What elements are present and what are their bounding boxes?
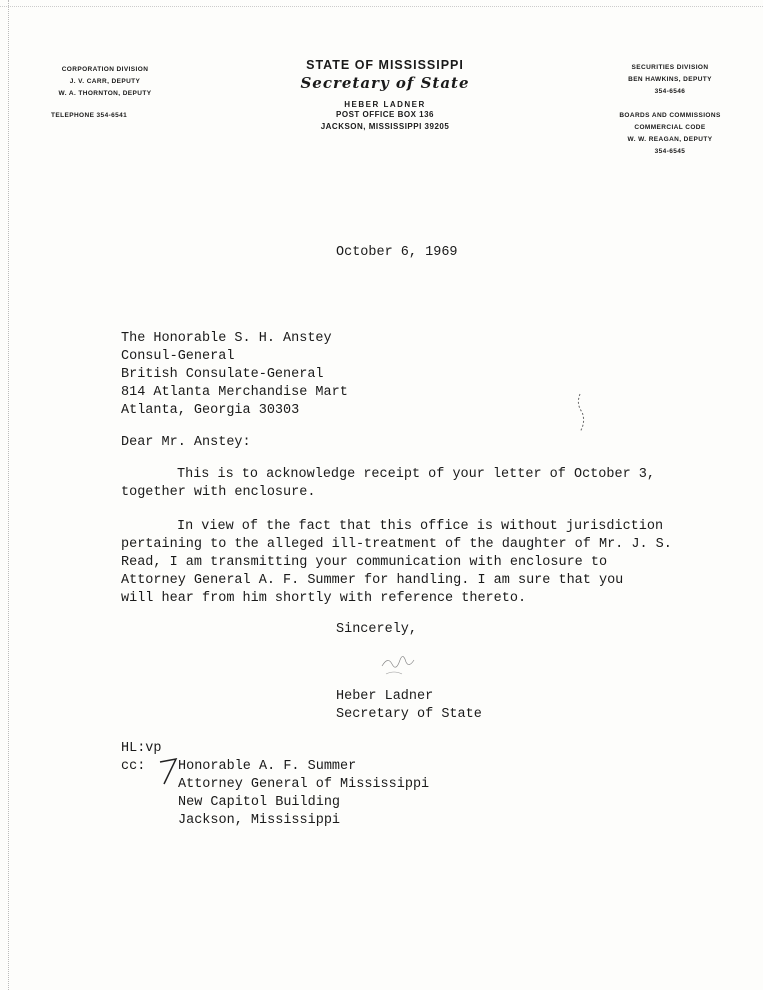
paragraph-line: Read, I am transmitting your communication with enclosure to bbox=[121, 555, 608, 570]
deputy-carr: J. V. CARR, DEPUTY bbox=[69, 78, 141, 85]
letterhead-left bbox=[30, 64, 180, 122]
cc-line: Honorable A. F. Summer bbox=[178, 759, 357, 774]
recipient-line: Consul-General bbox=[121, 349, 235, 364]
paragraph-2 bbox=[121, 518, 672, 608]
letter-date: October 6, 1969 bbox=[336, 245, 458, 260]
boards-commissions: BOARDS AND COMMISSIONS bbox=[619, 112, 721, 119]
deputy-thornton: W. A. THORNTON, DEPUTY bbox=[58, 90, 152, 97]
handwritten-seven-mark bbox=[158, 756, 180, 786]
margin-mark bbox=[572, 392, 588, 434]
recipient-line: The Honorable S. H. Anstey bbox=[121, 331, 332, 346]
page-edge bbox=[0, 0, 9, 990]
paragraph-line: pertaining to the alleged ill-treatment of the daughter of Mr. J. S. bbox=[121, 537, 672, 552]
letterhead-right bbox=[590, 62, 750, 158]
paragraph-line: In view of the fact that this office is without jurisdiction bbox=[177, 519, 664, 534]
paragraph-line: This is to acknowledge receipt of your letter of October 3, bbox=[177, 467, 655, 482]
paragraph-line: Attorney General A. F. Summer for handling. I am sure that you bbox=[121, 573, 624, 588]
signer-title: Secretary of State bbox=[336, 707, 482, 722]
cc-line: Attorney General of Mississippi bbox=[178, 777, 430, 792]
signature-block bbox=[336, 688, 482, 724]
secretary-name: HEBER LADNER bbox=[344, 100, 426, 109]
state-name: STATE OF MISSISSIPPI bbox=[306, 58, 464, 72]
signature-mark bbox=[378, 646, 418, 680]
recipient-address bbox=[121, 330, 348, 420]
deputy-hawkins: BEN HAWKINS, DEPUTY bbox=[628, 76, 712, 83]
deputy-reagan: W. W. REAGAN, DEPUTY bbox=[627, 136, 713, 143]
closing: Sincerely, bbox=[336, 622, 418, 637]
cc-line: Jackson, Mississippi bbox=[178, 813, 341, 828]
securities-phone: 354-6546 bbox=[654, 88, 686, 95]
corporation-division: CORPORATION DIVISION bbox=[61, 66, 149, 73]
recipient-line: Atlanta, Georgia 30303 bbox=[121, 403, 300, 418]
commercial-code: COMMERCIAL CODE bbox=[634, 124, 706, 131]
typist-initials: HL:vp bbox=[121, 741, 162, 756]
city-zip: JACKSON, MISSISSIPPI 39205 bbox=[320, 122, 450, 131]
salutation: Dear Mr. Anstey: bbox=[121, 435, 251, 450]
cc-recipients bbox=[178, 758, 429, 830]
paragraph-line: will hear from him shortly with reference thereto. bbox=[121, 591, 527, 606]
cc-line: New Capitol Building bbox=[178, 795, 341, 810]
office-title: Secretary of State bbox=[300, 74, 470, 92]
securities-division: SECURITIES DIVISION bbox=[631, 64, 709, 71]
letterhead-center bbox=[270, 58, 500, 133]
telephone: TELEPHONE 354-6541 bbox=[51, 112, 128, 119]
paragraph-1 bbox=[121, 466, 655, 502]
boards-phone: 354-6545 bbox=[654, 148, 686, 155]
cc-label: cc: bbox=[121, 759, 146, 774]
recipient-line: 814 Atlanta Merchandise Mart bbox=[121, 385, 348, 400]
page-top-edge bbox=[0, 0, 763, 7]
po-box: POST OFFICE BOX 136 bbox=[336, 110, 434, 119]
recipient-line: British Consulate-General bbox=[121, 367, 324, 382]
paragraph-line: together with enclosure. bbox=[121, 485, 316, 500]
signer-name: Heber Ladner bbox=[336, 689, 434, 704]
